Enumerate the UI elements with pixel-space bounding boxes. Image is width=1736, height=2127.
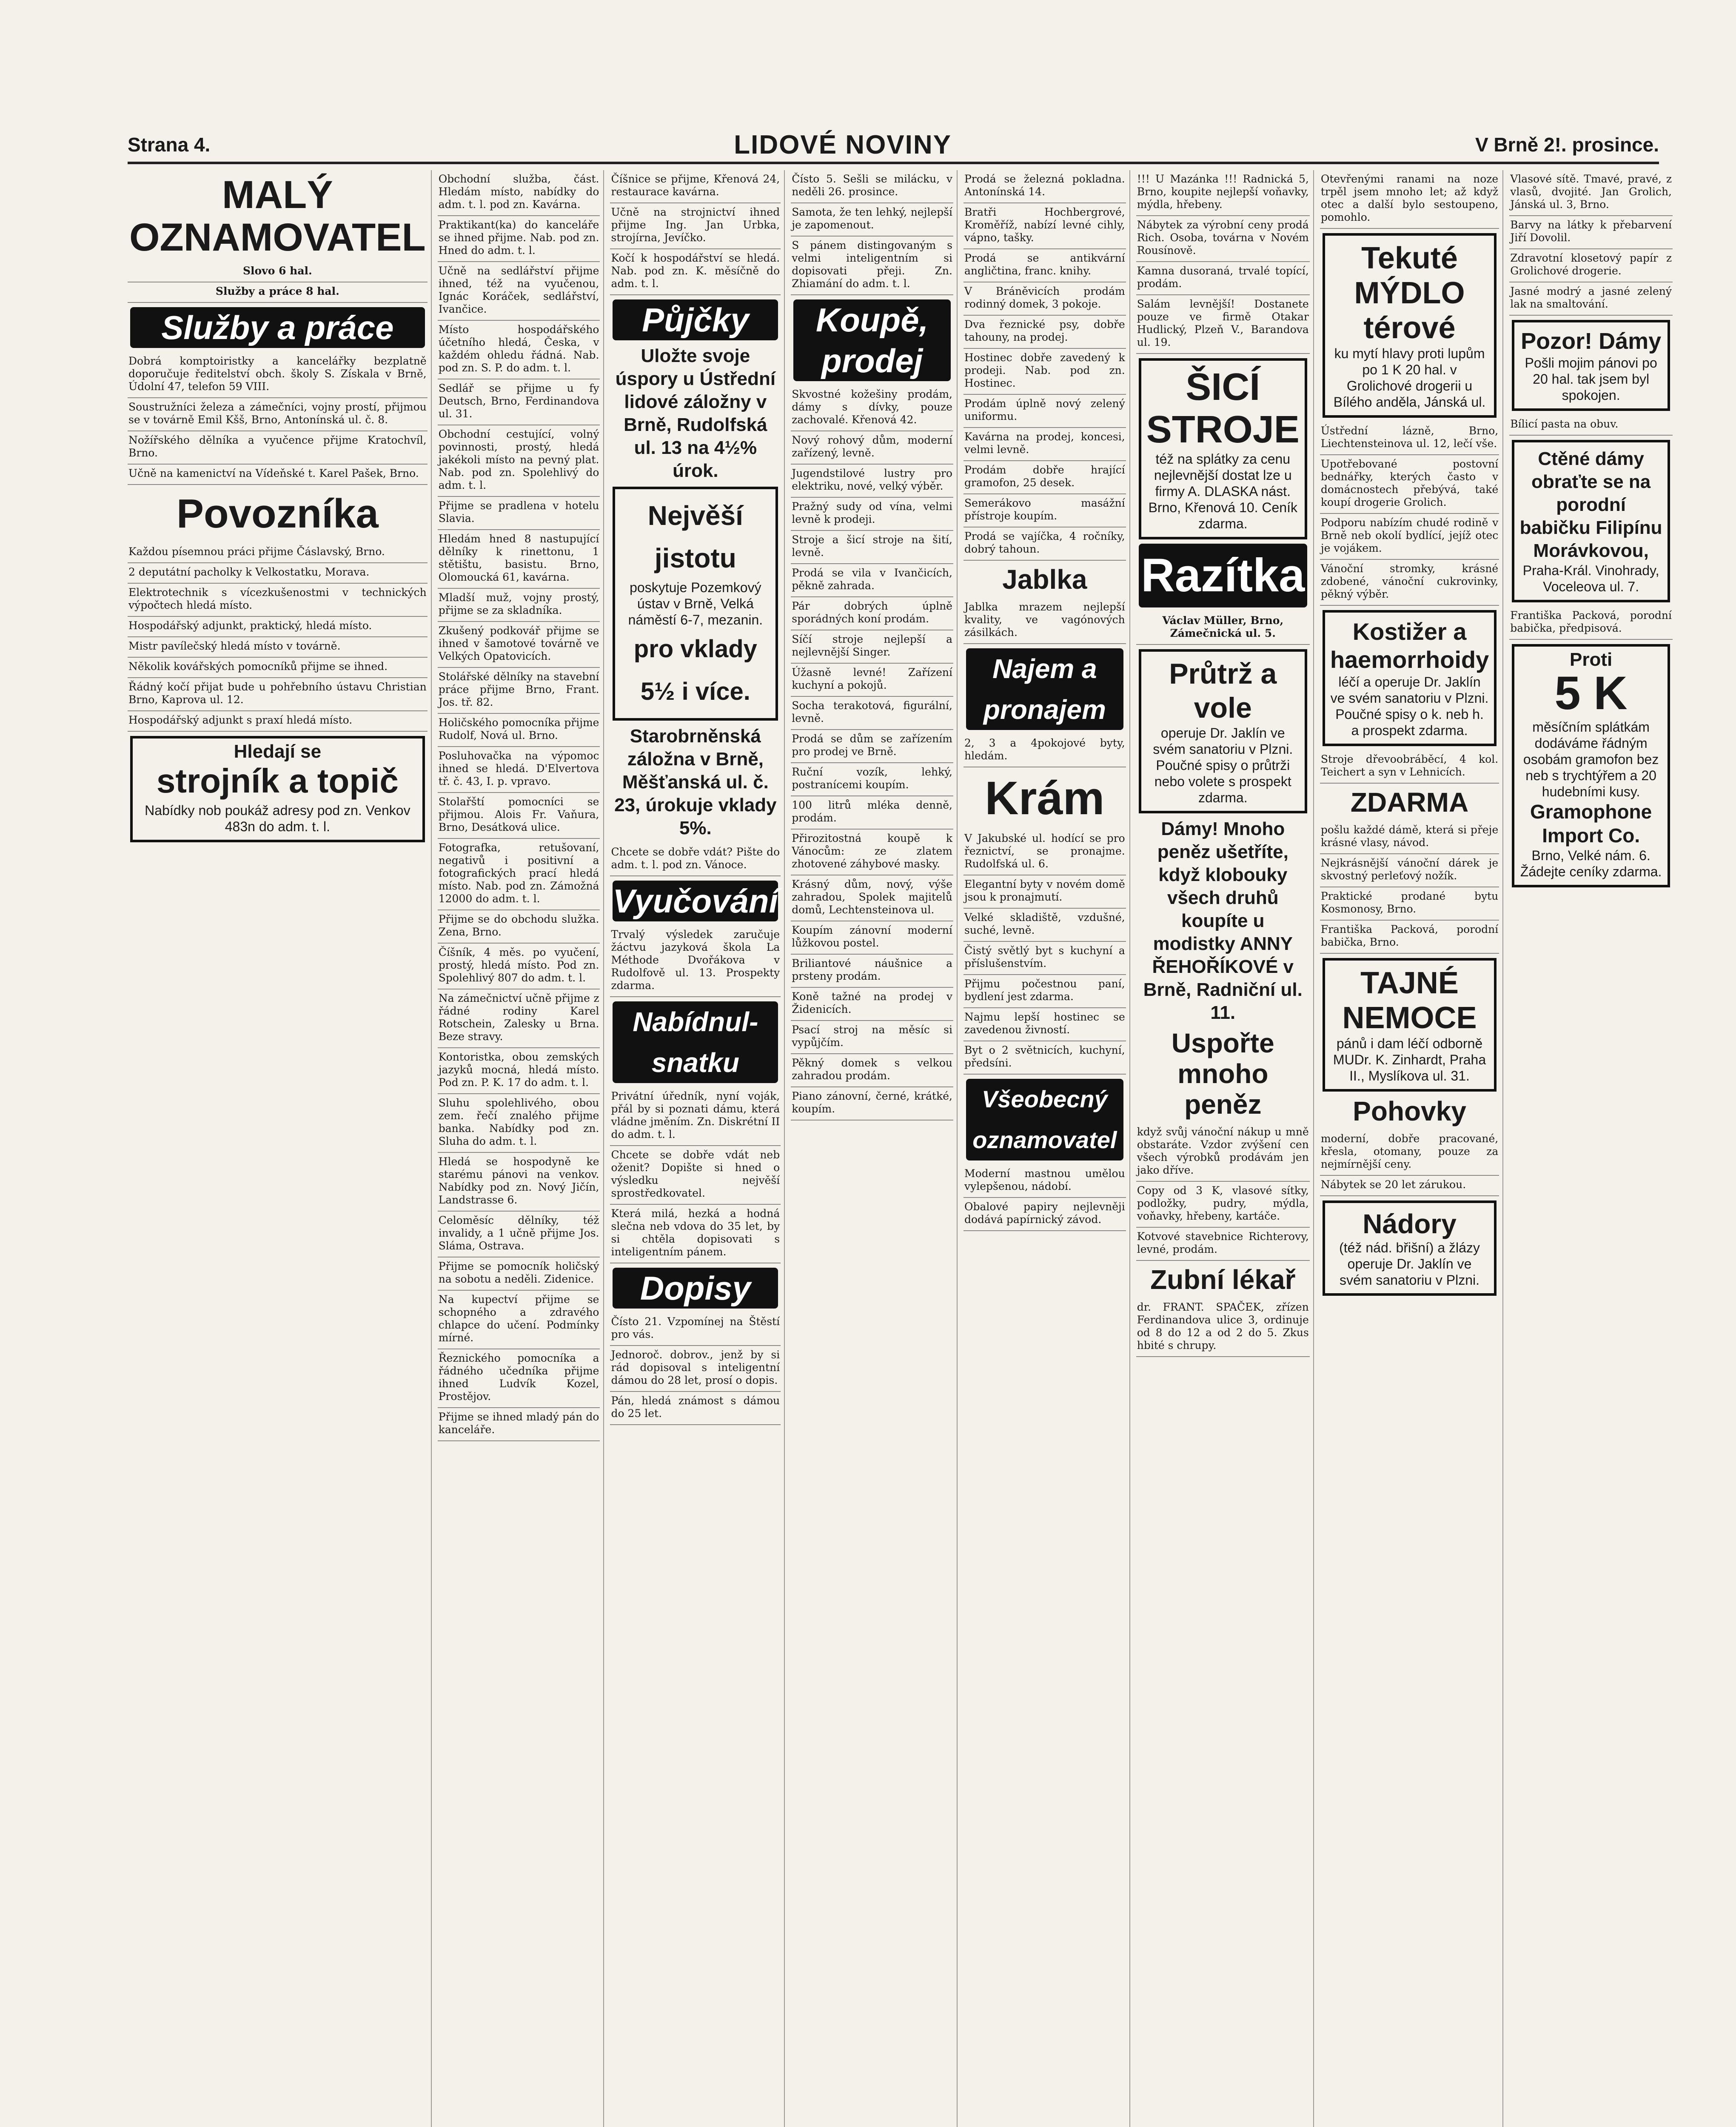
ad-headline-sofas: Pohovky xyxy=(1353,1096,1466,1126)
masthead: MALÝ OZNAMOVATEL xyxy=(129,173,426,259)
ad-box-sub: operuje Dr. Jaklín ve svém sanatoriu v Plzni. Poučné spisy o průtrži nebo volete s prospekt zdarma. xyxy=(1153,725,1293,805)
classified-item: Řeznického pomocníka a řádného učedníka přijme ihned Ludvík Kozel, Prostějov. xyxy=(438,1349,600,1408)
classified-item: Obchodní cestující, volný povinnosti, prostý, hledá jakékoli místo na pevný plat. Nab. pod zn. Spolehlivý do adm. t. l. xyxy=(438,425,600,497)
classified-item: Kočí k hospodářství se hledá. Nab. pod zn. K. měsíčně do adm. t. l. xyxy=(610,249,781,295)
classified-item: Kontoristka, obou zemských jazyků mocná, hledá místo. Pod zn. P. K. 17 do adm. t. l. xyxy=(438,1048,600,1094)
classified-item: Čísto 5. Sešli se milácku, v neděli 26. prosince. xyxy=(791,170,953,203)
classified-item: moderní, dobře pracované, křesla, otomany, pouze za nejmírnější ceny. xyxy=(1320,1130,1499,1176)
column-7 xyxy=(1320,170,1503,2127)
classified-item: když svůj vánoční nákup u mně obstaráte. Vzdor zvýšení cen všech výrobků prodávám jen jako dříve. xyxy=(1136,1123,1310,1182)
classified-item: Obalové papiry nejlevněji dodává papírnický závod. xyxy=(963,1198,1126,1231)
classified-item: Františka Packová, porodní babička, Brno. xyxy=(1320,921,1499,954)
classified-item: !!! U Mazánka !!! Radnická 5, Brno, koupite nejlepší voňavky, mýdla, hřebeny. xyxy=(1136,170,1310,216)
ad-box-sub: pánů i dam léčí odborně MUDr. K. Zinhardt, Praha II., Myslíkova ul. 31. xyxy=(1333,1036,1486,1083)
classified-item: Holičského pomocníka přijme Rudolf, Nová ul. Brno. xyxy=(438,714,600,747)
classified-item: Soustružníci železa a zámečníci, vojny prostí, přijmou se v továrně Emil Kšš, Brno, Antonínská ul. č. 8. xyxy=(128,398,428,431)
classified-item: Trvalý výsledek zaručuje žáctvu jazyková škola La Méthode Dvořákova v Rudolfově ul. 13. Prospekty zdarma. xyxy=(610,926,781,997)
ad-box-big: Kostižer a haemorrhoidy xyxy=(1330,618,1489,673)
classified-item: Prodá se vajíčka, 4 ročníky, dobrý tahoun. xyxy=(963,527,1126,561)
classified-item: Řádný kočí přijat bude u pohřebního ústavu Christian Brno, Kaprova ul. 12. xyxy=(128,678,428,711)
classified-item: Hledá se hospodyně ke starému pánovi na venkov. Nabídky pod zn. Nový Jičín, Landstrasse 6. xyxy=(438,1153,600,1212)
classified-item: Nový rohový dům, moderní zařízený, levně. xyxy=(791,431,953,465)
column-3 xyxy=(610,170,785,2127)
classified-item: Praktické prodané bytu Kosmonosy, Brno. xyxy=(1320,887,1499,921)
classified-item: Koně tažné na prodej v Židenicích. xyxy=(791,988,953,1021)
classified-item: Přirozitostná koupě k Vánocům: ze zlatem zhotovené záhybové masky. xyxy=(791,830,953,875)
ad-box-title: Proti xyxy=(1570,649,1613,670)
classified-item: Ústřední lázně, Brno, Liechtensteinova ul. 12, lečí vše. xyxy=(1320,422,1499,455)
column-4 xyxy=(791,170,958,2127)
classified-item: Bratři Hochbergrové, Kroměříž, nabízí levné cihly, vápno, tašky. xyxy=(963,203,1126,249)
ad-box-haemorrhoids xyxy=(1323,610,1497,746)
classified-item: Nábytek za výrobní ceny prodá Rich. Osoba, továrna v Novém Rousínově. xyxy=(1136,216,1310,262)
column-5 xyxy=(963,170,1130,2127)
ad-box-big: Nádory xyxy=(1363,1209,1457,1239)
classified-item: S pánem distingovaným s velmi inteligentním si dopisovati přeji. Zn. Zhiamání do adm. t. l. xyxy=(791,237,953,295)
classified-item: Přijme se pomocník holičský na sobotu a neděli. Zidenice. xyxy=(438,1257,600,1291)
classified-item: Nožířského dělníka a vyučence přijme Kratochvíl, Brno. xyxy=(128,431,428,465)
newspaper-title: LIDOVÉ NOVINY xyxy=(734,130,952,160)
classified-item: Na zámečnictví učně přijme z řádné rodiny Karel Rotschein, Zalesky u Brna. Beze stravy. xyxy=(438,989,600,1048)
classified-item: Dva řeznické psy, dobře tahouny, na prodej. xyxy=(963,316,1126,349)
ad-box-title: Hledají se xyxy=(234,741,322,762)
classified-item: Otevřenými ranami na noze trpěl jsem mnoho let; až když otec a další bylo sestoupeno, pomohlo. xyxy=(1320,170,1499,229)
classified-item: Kavárna na prodej, koncesi, velmi levně. xyxy=(963,428,1126,461)
classified-item: Pražný sudy od vína, velmi levně k prodeji. xyxy=(791,498,953,531)
classified-item: Pěkný domek s velkou zahradou prodám. xyxy=(791,1054,953,1087)
ad-box-security xyxy=(613,487,778,721)
ad-box-big: Ctěné dámy obraťte se na porodní babičku Filipínu Morávkovou, xyxy=(1519,448,1662,561)
classified-item: Prodá se dům se zařízením pro prodej ve Brně. xyxy=(791,730,953,763)
classified-item: Vánoční stromky, krásné zdobené, vánoční cukrovinky, pěkný výběr. xyxy=(1320,560,1499,606)
column-8 xyxy=(1509,170,1676,2127)
classified-item: Úžasně levné! Zařízení kuchyní a pokojů. xyxy=(791,664,953,697)
classified-item: Číšník, 4 měs. po vyučení, prostý, hledá místo. Pod zn. Spolehlivý 807 do adm. t. l. xyxy=(438,944,600,989)
classified-item: Skvostné kožešiny prodám, dámy s dívky, pouze zachovalé. Křenová 42. xyxy=(791,385,953,431)
classified-item: Fotografka, retušovaní, negativů i positivní a fotografických prací hledá místo. Nab. pod zn. Zámožná 12000 do adm. t. l. xyxy=(438,839,600,910)
classified-item: Chcete se dobře vdát neb oženit? Dopište si hned o výsledku nejvěší sprostředkovatel. xyxy=(610,1146,781,1205)
ad-headline-hats: Dámy! Mnoho peněz ušetříte, když klobouky všech druhů koupíte u modistky ANNY ŘEHOŘÍKOVÉ v Brně, Radniční ul. 11. xyxy=(1143,818,1303,1023)
classified-item: Velké skladiště, vzdušné, suché, levně. xyxy=(963,909,1126,942)
classified-item: Několik kovářských pomocníků přijme se ihned. xyxy=(128,658,428,678)
ad-box-gramophone xyxy=(1512,644,1670,887)
ad-box-big: ŠICÍ STROJE xyxy=(1146,366,1300,451)
dateline: V Brně 2!. prosince. xyxy=(1475,134,1659,156)
ad-box-sub: Pošli mojim pánovi po 20 hal. tak jsem byl spokojen. xyxy=(1525,355,1657,403)
ad-box-tumors xyxy=(1323,1200,1497,1296)
ad-box-title: Nejvěší jistotu xyxy=(647,500,743,573)
ad-box-address: Brno, Velké nám. 6. Žádejte ceníky zdarma. xyxy=(1520,848,1662,879)
classified-item: Dobrá komptoiristky a kancelářky bezplatně doporučuje ředitelství obch. školy S. Získala v Brně, Údolní 47, telefon 59 VIII. xyxy=(128,352,428,398)
ad-box-sewing-machines xyxy=(1139,358,1307,539)
classified-item: Mladší muž, vojny prostý, přijme se za skladníka. xyxy=(438,589,600,622)
ad-box-big: Průtrž a vole xyxy=(1169,658,1277,724)
masthead-note: Slovo 6 hal. xyxy=(128,262,428,282)
classified-item: Hledám hned 8 nastupující dělníky k rinettonu, 1 stětištu, basistu. Brno, Olomoucká 61, kavárna. xyxy=(438,530,600,589)
ad-box-sub: Praha-Král. Vinohrady, Voceleova ul. 7. xyxy=(1522,563,1659,594)
classified-item: Moderní mastnou umělou vylepšenou, nádobí. xyxy=(963,1165,1126,1198)
classified-item: 100 litrů mléka denně, prodám. xyxy=(791,796,953,830)
classified-item: Elektrotechnik s vícezkušenostmi v technických výpočtech hledá místo. xyxy=(128,584,428,617)
ad-banner-lease: Najem a pronajem xyxy=(966,648,1123,730)
classified-item: Nejkrásnější vánoční dárek je skvostný perleťový nožík. xyxy=(1320,854,1499,887)
ad-box-sub: ku mytí hlavy proti lupům po 1 K 20 hal. v Grolichové drogerii u Bílého anděla, Jánská ul. xyxy=(1333,346,1486,410)
ad-box-sub: léčí a operuje Dr. Jaklín ve svém sanatoriu v Plzni. Poučné spisy o k. neb h. a prospekt zdarma. xyxy=(1330,674,1489,738)
column-1 xyxy=(128,170,432,2127)
classified-item: Přijme se do obchodu služka. Zena, Brno. xyxy=(438,910,600,944)
ad-box-soap xyxy=(1323,233,1497,418)
classified-item: Jednoroč. dobrov., jenž by si rád dopisoval s inteligentní dámou do 28 let, prosí o dopis. xyxy=(610,1346,781,1392)
ad-banner-stamps: Razítka xyxy=(1139,544,1307,607)
ad-box-sub: (též nád. břišní) a žlázy operuje Dr. Jaklín ve svém sanatoriu v Plzni. xyxy=(1339,1240,1480,1288)
ad-box-note: Nabídky nob poukáž adresy pod zn. Venkov 483n do adm. t. l. xyxy=(145,803,410,834)
ad-box-midwife xyxy=(1512,440,1670,602)
classified-item: Františka Packová, porodní babička, předpisová. xyxy=(1509,607,1673,640)
ad-box-big: 5 K xyxy=(1554,667,1628,719)
classified-item: Upotřebované postovní bednářky, kterých často v domácnostech přebývá, také koupí drogerie Grolich. xyxy=(1320,455,1499,514)
classified-item: Stroje a šicí stroje na šití, levně. xyxy=(791,531,953,564)
classified-item: Salám levnější! Dostanete pouze ve firmě Otakar Hudlický, Plzeň V., Barandova ul. 19. xyxy=(1136,295,1310,354)
classified-item: Najmu lepší hostinec se zavedenou živností. xyxy=(963,1008,1126,1041)
ad-banner-services: Služby a práce xyxy=(130,307,425,348)
classified-item: Mistr pavílečský hledá místo v továrně. xyxy=(128,637,428,658)
ad-banner-teaching: Vyučování xyxy=(613,881,778,921)
classified-item: Jugendstilové lustry pro elektriku, nové, velký výběr. xyxy=(791,465,953,498)
classified-item: Praktikant(ka) do kanceláře se ihned přijme. Nab. pod zn. Hned do adm. t. l. xyxy=(438,216,600,262)
ad-box-sub: též na splátky za cenu nejlevnější dostat lze u firmy A. DLASKA nást. Brno, Křenová 10. Ceník zdarma. xyxy=(1148,451,1297,531)
ad-box-machinist xyxy=(130,736,425,842)
classified-item: Piano zánovní, černé, krátké, koupím. xyxy=(791,1087,953,1121)
classified-item: Podporu nabízím chudé rodině v Brně neb okolí bydlící, jejíž otec je vojákem. xyxy=(1320,514,1499,560)
classified-item: Socha terakotová, figurální, levně. xyxy=(791,697,953,730)
column-6 xyxy=(1136,170,1314,2127)
ad-headline-carriers: Povozníka xyxy=(176,491,379,536)
ad-banner-sale: Koupě, prodej xyxy=(793,299,951,381)
classified-item: Přijme se pradlena v hotelu Slavia. xyxy=(438,497,600,530)
classified-item: Přijme se ihned mladý pán do kanceláře. xyxy=(438,1408,600,1441)
classified-item: Psací stroj na měsíc si vypůjčím. xyxy=(791,1021,953,1054)
ad-box-big: strojník a topič xyxy=(156,762,399,800)
ad-box-hernia xyxy=(1139,649,1307,813)
classified-item: Učně na kamenictví na Vídeňské t. Karel Pašek, Brno. xyxy=(128,465,428,485)
classified-item: Hostinec dobře zavedený k prodeji. Nab. pod zn. Hostinec. xyxy=(963,349,1126,395)
classified-item: Kotvové stavebnice Richterovy, levné, prodám. xyxy=(1136,1228,1310,1261)
ad-box-big: Tekuté MÝDLO térové xyxy=(1354,241,1465,345)
classified-item: Sluhu spolehlivého, obou zem. řečí znalého přijme banka. Nabídky pod zn. Sluha do adm. t. l. xyxy=(438,1094,600,1153)
classified-item: Učně na sedlářství přijme ihned, též na vyučenou, Ignác Koráček, sedlářství, Ivančice. xyxy=(438,262,600,321)
ad-box-sub: poskytuje Pozemkový ústav v Brně, Velká náměstí 6-7, mezanin. xyxy=(628,580,763,627)
column-2 xyxy=(438,170,604,2127)
ad-box-dames xyxy=(1512,320,1670,411)
classified-item: Stolařští pomocníci se přijmou. Alois Fr. Vaňura, Brno, Desátková ulice. xyxy=(438,793,600,839)
classified-item: Která milá, hezká a hodná slečna neb vdova do 35 let, by si chtěla dopisovati s inteligentním pánem. xyxy=(610,1205,781,1263)
classified-item: Jasné modrý a jasné zelený lak na smaltování. xyxy=(1509,282,1673,316)
classified-columns xyxy=(128,170,1676,2127)
classified-item: Elegantní byty v novém domě jsou k pronajmutí. xyxy=(963,875,1126,909)
classified-item: V Bráněvicích prodám rodinný domek, 3 pokoje. xyxy=(963,282,1126,316)
ad-banner-agent: Všeobecný oznamovatel xyxy=(966,1079,1123,1160)
classified-item: Barvy na látky k přebarvení Jiří Dovolil. xyxy=(1509,216,1673,249)
classified-item: Místo hospodářského účetního hledá, Česka, v každém ohledu řádná. Nab. pod zn. S. P. do adm. t. l. xyxy=(438,321,600,379)
ad-headline-bank: Starobrněnská záložna v Brně, Měšťanská ul. č. 23, úrokuje vklady 5%. xyxy=(614,726,777,838)
classified-item: Hospodářský adjunkt, praktický, hledá místo. xyxy=(128,617,428,637)
ad-box-secret-diseases xyxy=(1323,958,1497,1092)
classified-item: Prodá se antikvární angličtina, franc. knihy. xyxy=(963,249,1126,282)
classified-item: dr. FRANT. SPAČEK, zřízen Ferdinandova ulice 3, ordinuje od 8 do 12 a od 2 do 5. Zkus hbité s chrupy. xyxy=(1136,1298,1310,1357)
classified-item: Semerákovo masážní přístroje koupím. xyxy=(963,494,1126,527)
ad-box-sub: měsíčním splátkám dodáváme řádným osobám gramofon bez neb s trychtýřem a 20 hudebními kusy. xyxy=(1523,719,1659,799)
page-header xyxy=(128,128,1659,164)
ad-headline-savings: Uspořte mnoho peněz xyxy=(1171,1028,1274,1120)
classified-item: Sedlář se přijme u fy Deutsch, Brno, Ferdinandova ul. 31. xyxy=(438,379,600,425)
ad-banner-offers: Nabídnul-snatku xyxy=(613,1001,778,1083)
classified-item: Čísto 21. Vzpomínej na Štěstí pro vás. xyxy=(610,1313,781,1346)
classified-item: 2, 3 a 4pokojové byty, hledám. xyxy=(963,734,1126,767)
stamps-vendor: Václav Müller, Brno, Zámečnická ul. 5. xyxy=(1136,612,1310,645)
ad-banner-letters: Dopisy xyxy=(613,1268,778,1309)
ad-headline-apples: Jablka xyxy=(1002,564,1087,595)
ad-box-big: Pozor! Dámy xyxy=(1521,328,1662,354)
classified-item: V Jakubské ul. hodící se pro řeznictví, se pronajme. Rudolfská ul. 6. xyxy=(963,830,1126,875)
classified-item: Stolářské dělníky na stavební práce přijme Brno, Frant. Jos. tř. 82. xyxy=(438,668,600,714)
classified-item: Ruční vozík, lehký, postranícemi koupím. xyxy=(791,763,953,796)
ad-headline-shop: Krám xyxy=(985,772,1105,824)
ad-headline-free: ZDARMA xyxy=(1350,787,1469,818)
classified-item: Pán, hledá známost s dámou do 25 let. xyxy=(610,1392,781,1425)
classified-item: Hospodářský adjunkt s praxí hledá místo. xyxy=(128,711,428,732)
classified-item: Na kupectví přijme se schopného a zdravého chlapce do učení. Podmínky mírné. xyxy=(438,1291,600,1349)
classified-item: Prodám dobře hrající gramofon, 25 desek. xyxy=(963,461,1126,494)
classified-item: Vlasové sítě. Tmavé, pravé, z vlasů, dvojité. Jan Grolich, Jánská ul. 3, Brno. xyxy=(1509,170,1673,216)
classified-item: Čistý světlý byt s kuchyní a příslušenstvím. xyxy=(963,942,1126,975)
classified-item: Učně na strojnictví ihned přijme Ing. Jan Urbka, strojírna, Jevíčko. xyxy=(610,203,781,249)
classified-item: Koupím zánovní moderní lůžkovou postel. xyxy=(791,921,953,955)
ad-box-big: TAJNÉ NEMOCE xyxy=(1342,966,1477,1035)
classified-item: Briliantové náušnice a prsteny prodám. xyxy=(791,955,953,988)
classified-item: Zdravotní klosetový papír z Grolichové drogerie. xyxy=(1509,249,1673,282)
ad-box-company: Gramophone Import Co. xyxy=(1530,801,1652,847)
classified-item: Krásný dům, nový, výše zahradou, Spolek majitelů domů, Lechtensteinova ul. xyxy=(791,875,953,921)
classified-item: Copy od 3 K, vlasové sítky, podložky, pudry, mýdla, voňavky, hřebeny, kartáče. xyxy=(1136,1182,1310,1228)
classified-item: Celoměsíc dělníky, též invalidy, a 1 učně přijme Jos. Sláma, Ostrava. xyxy=(438,1212,600,1257)
classified-item: Zkušený podkovář přijme se ihned v šamotové továrně ve Velkých Opatovicích. xyxy=(438,622,600,668)
classified-item: Privátní úředník, nyní voják, přál by si poznati dámu, která vládne jměním. Zn. Diskrétní II do adm. t. l. xyxy=(610,1087,781,1146)
classified-item: Síčí stroje nejlepší a nejlevnější Singer. xyxy=(791,630,953,664)
classified-item: Posluhovačka na výpomoc ihned se hledá. D'Elvertova tř. č. 43, I. p. vpravo. xyxy=(438,747,600,793)
page-number: Strana 4. xyxy=(128,134,211,156)
classified-item: Pár dobrých úplně sporádných koní prodám. xyxy=(791,597,953,630)
classified-item: Stroje dřevoobráběcí, 4 kol. Teichert a syn v Lehnicích. xyxy=(1320,750,1499,784)
ad-headline-savings: Uložte svoje úspory u Ústřední lidové záložny v Brně, Rudolfská ul. 13 na 4½% úrok. xyxy=(615,345,776,481)
section-heading: Služby a práce 8 hal. xyxy=(128,282,428,303)
classified-item: Chcete se dobře vdát? Pište do adm. t. l. pod zn. Vánoce. xyxy=(610,843,781,876)
classified-item: Každou písemnou práci přijme Čáslavský, Brno. xyxy=(128,543,428,563)
classified-item: Bílicí pasta na obuv. xyxy=(1509,415,1673,436)
classified-item: pošlu každé dámě, která si přeje krásné vlasy, návod. xyxy=(1320,821,1499,854)
classified-item: Prodá se vila v Ivančicích, pěkně zahrada. xyxy=(791,564,953,597)
ad-headline-dentist: Zubní lékař xyxy=(1150,1264,1296,1295)
classified-item: Byt o 2 světnicích, kuchyní, předsíni. xyxy=(963,1041,1126,1075)
classified-item: Prodám úplně nový zelený uniformu. xyxy=(963,395,1126,428)
classified-item: Samota, že ten lehký, nejlepší je zapomenout. xyxy=(791,203,953,237)
classified-item: Prodá se železná pokladna. Antonínská 14. xyxy=(963,170,1126,203)
classified-item: 2 deputátní pacholky k Velkostatku, Morava. xyxy=(128,563,428,584)
ad-banner-loans: Půjčky xyxy=(613,299,778,340)
classified-item: Číšnice se přijme, Křenová 24, restaurace kavárna. xyxy=(610,170,781,203)
classified-item: Kamna dusoraná, trvalé topící, prodám. xyxy=(1136,262,1310,295)
ad-box-big: pro vklady 5½ i více. xyxy=(633,635,757,705)
classified-item: Jablka mrazem nejlepší kvality, ve vagónových zásilkách. xyxy=(963,598,1126,644)
classified-item: Přijmu počestnou paní, bydlení jest zdarma. xyxy=(963,975,1126,1008)
classified-item: Nábytek se 20 let zárukou. xyxy=(1320,1176,1499,1196)
classified-item: Obchodní služba, část. Hledám místo, nabídky do adm. t. l. pod zn. Kavárna. xyxy=(438,170,600,216)
